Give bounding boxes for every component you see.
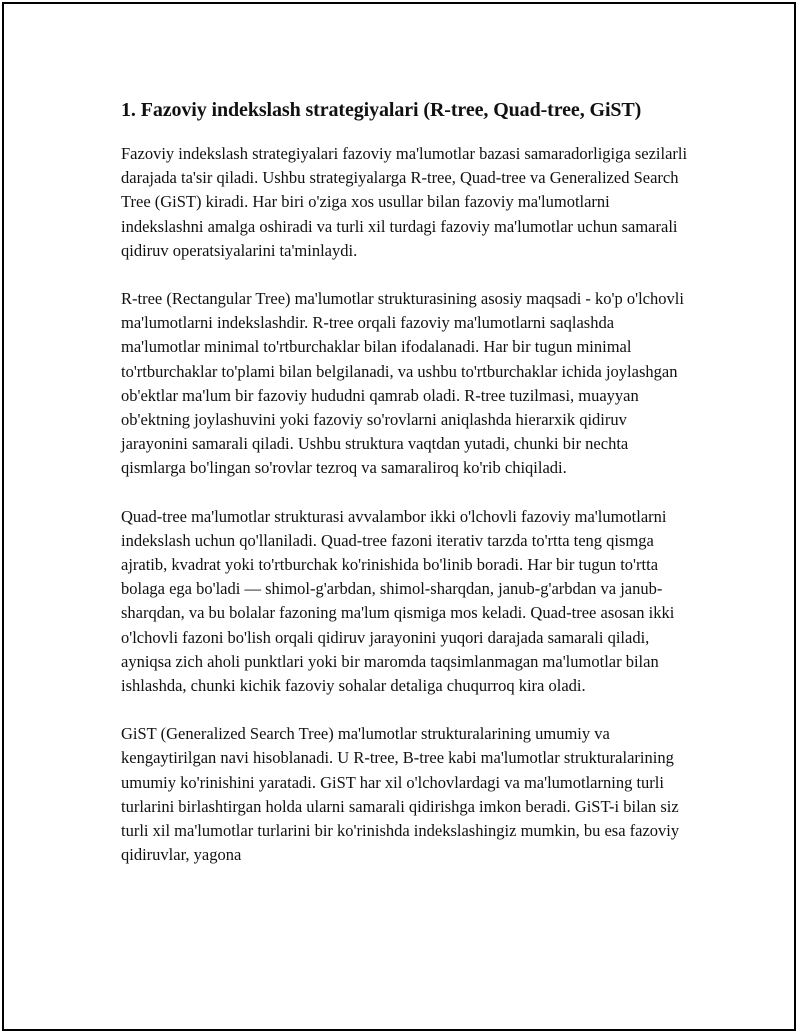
page-frame: [2, 2, 796, 1031]
section-heading: 1. Fazoviy indekslash strategiyalari (R-tree, Quad-tree, GiST): [121, 99, 642, 121]
paragraph-quad-tree: Quad-tree ma'lumotlar strukturasi avvalambor ikki o'lchovli fazoviy ma'lumotlarni indekslash uchun qo'llaniladi. Quad-tree fazoni iterativ tarzda to'rtta teng qismga ajratib, kvadrat yoki to'rtburchak ko'rinishida bo'linib boradi. Har bir tugun to'rtta bolaga ega bo'ladi — shimol-g'arbdan, shimol-sharqdan, janub-g'arbdan va janub-sharqdan, va bu bolalar fazoning ma'lum qismiga mos keladi. Quad-tree asosan ikki o'lchovli fazoni bo'lish orqali qidiruv jarayonini yuqori darajada samarali qiladi, ayniqsa zich aholi punktlari yoki bir maromda taqsimlanmagan ma'lumotlar bilan ishlashda, chunki kichik fazoviy sohalar detaliga chuqurroq kira oladi.: [121, 506, 675, 696]
paragraph-r-tree: R-tree (Rectangular Tree) ma'lumotlar strukturasining asosiy maqsadi - ko'p o'lchovli ma'lumotlarni indekslashdir. R-tree orqali fazoviy ma'lumotlarni saqlashda ma'lumotlar minimal to'rtburchaklar bilan ifodalanadi. Har bir tugun minimal to'rtburchaklar to'plami bilan belgilanadi, va ushbu to'rtburchaklar ichida joylashgan ob'ektlar ma'lum bir fazoviy hududni qamrab oladi. R-tree tuzilmasi, muayyan ob'ektning joylashuvini yoki fazoviy so'rovlarni aniqlashda hierarxik qidiruv jarayonini samarali qiladi. Ushbu struktura vaqtdan yutadi, chunki bir nechta qismlarga bo'lingan so'rovlar tezroq va samaraliroq ko'rib chiqiladi.: [121, 289, 684, 478]
document-body: [121, 96, 694, 891]
paragraph-intro: Fazoviy indekslash strategiyalari fazoviy ma'lumotlar bazasi samaradorligiga sezilarli darajada ta'sir qiladi. Ushbu strategiyalarga R-tree, Quad-tree va Generalized Search Tree (GiST) kiradi. Har biri o'ziga xos usullar bilan fazoviy ma'lumotlarni indekslashni amalga oshiradi va turli xil turdagi fazoviy ma'lumotlar uchun samarali qidiruv operatsiyalarini ta'minlaydi.: [121, 144, 688, 260]
paragraph-gist: GiST (Generalized Search Tree) ma'lumotlar strukturalarining umumiy va kengaytirilgan navi hisoblanadi. U R-tree, B-tree kabi ma'lumotlar strukturalarining umumiy ko'rinishini yaratadi. GiST har xil o'lchovlardagi va ma'lumotlarning turli turlarini birlashtirgan holda ularni samarali qidirishga imkon beradi. GiST-i bilan siz turli xil ma'lumotlar turlarini bir ko'rinishda indekslashingiz mumkin, bu esa fazoviy qidiruvlar, yagona: [121, 724, 680, 865]
